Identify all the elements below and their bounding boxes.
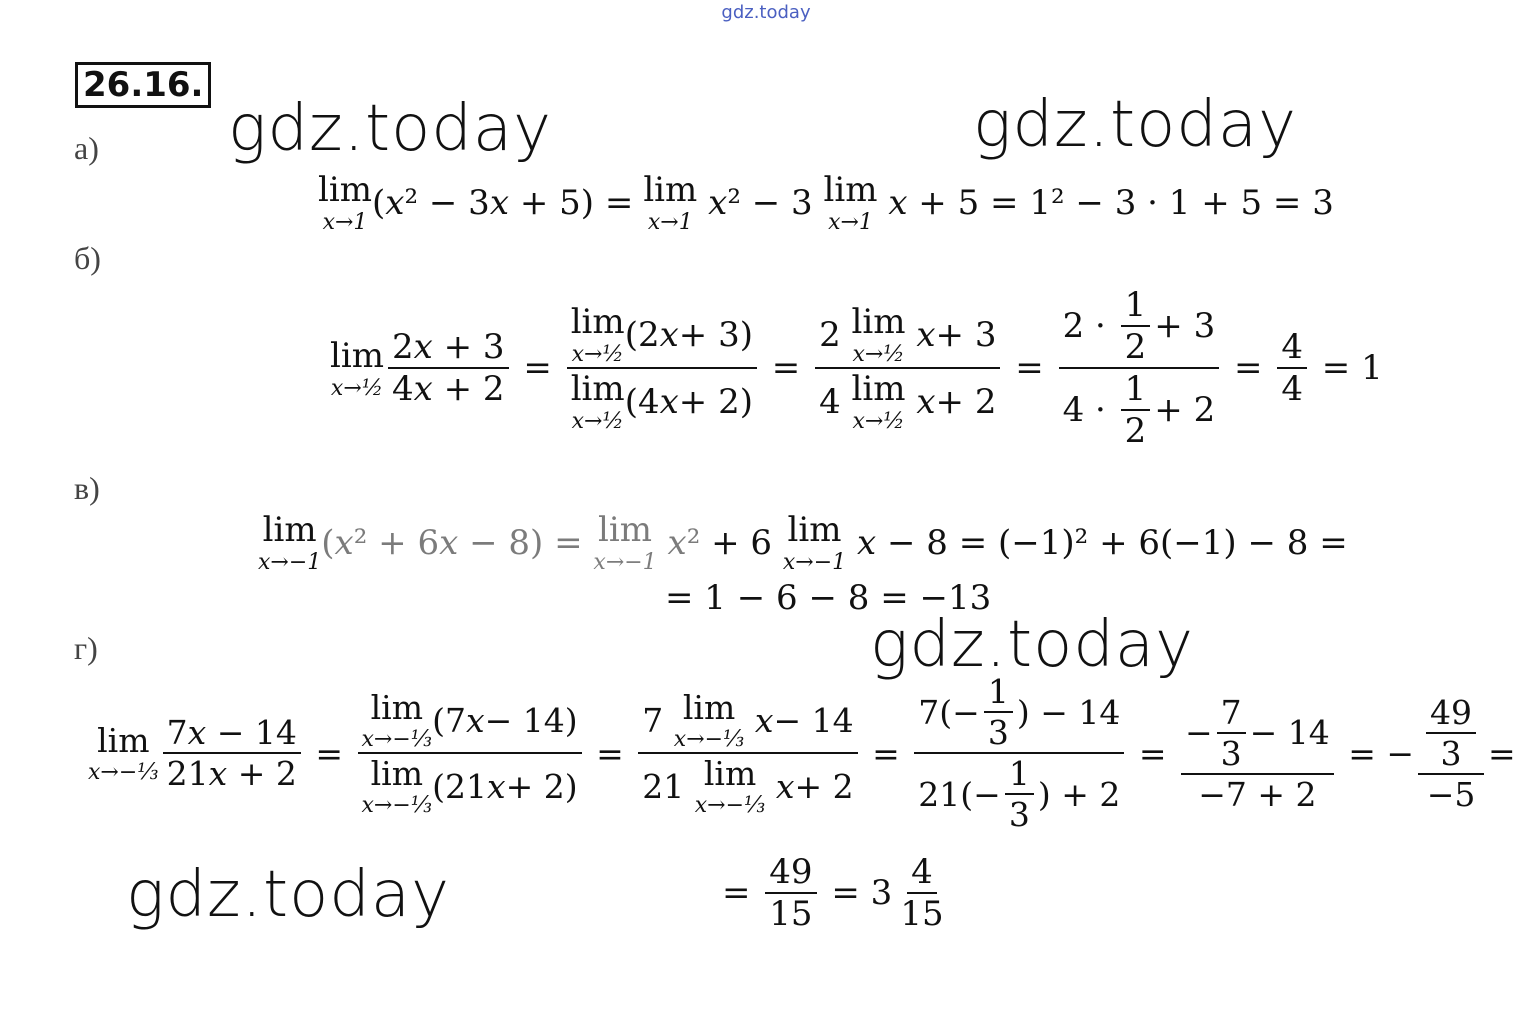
problem-number: 26.16. bbox=[75, 62, 211, 108]
formula-b: lim x→½ $\frac{2x + 3}{4x + 2}$ = lim x→½ (2 x + 3) lim x→½ (4 x + 2) = 2 lim x→½ x + 3 4 lim x→½ x + 2 = 2 · $\frac{1}{2}$ + 3 4 · $\frac{1}{2}$ + 2 = $\frac{4}{4}$ = 1 bbox=[330, 285, 1383, 451]
formula-g-result: = $\frac{49}{15}$ = 3 $\frac{4}{15}$ bbox=[722, 852, 944, 934]
label-g: г) bbox=[74, 630, 98, 666]
label-a: а) bbox=[74, 130, 99, 166]
watermark: gdz.today bbox=[973, 88, 1297, 162]
site-watermark-top: gdz.today bbox=[721, 2, 811, 23]
watermark: gdz.today bbox=[126, 858, 450, 932]
label-v: в) bbox=[74, 470, 100, 506]
formula-a: lim x→1 (x² − 3x + 5) = lim x→1 x² − 3 lim x→1 x + 5 = 1² − 3 · 1 + 5 = 3 bbox=[318, 170, 1334, 235]
label-b: б) bbox=[74, 240, 101, 276]
formula-v-line1: lim x→−1 (x² + 6x − 8) = lim x→−1 x² + 6 lim x→−1 x − 8 = (−1)² + 6(−1) − 8 = bbox=[258, 510, 1348, 575]
watermark: gdz.today bbox=[870, 608, 1194, 682]
watermark: gdz.today bbox=[228, 92, 552, 166]
formula-v-line2: = 1 − 6 − 8 = −13 bbox=[665, 578, 992, 618]
formula-g: lim x→−⅓ $\frac{7x - 14}{21x + 2}$ = lim x→−⅓ (7 x − 14) lim x→−⅓ (21 x + 2) = 7 lim x→−⅓ x − 14 21 lim x→−⅓ x + 2 = 7(− $\frac{1}{3}$ ) − 14 21(− $\frac{1}{3}$ ) + 2 = − $\frac{7}{3}$ − 14 −7 + 2 = − $\frac{\frac{49}{3}}{-5}$ = bbox=[88, 672, 1516, 834]
